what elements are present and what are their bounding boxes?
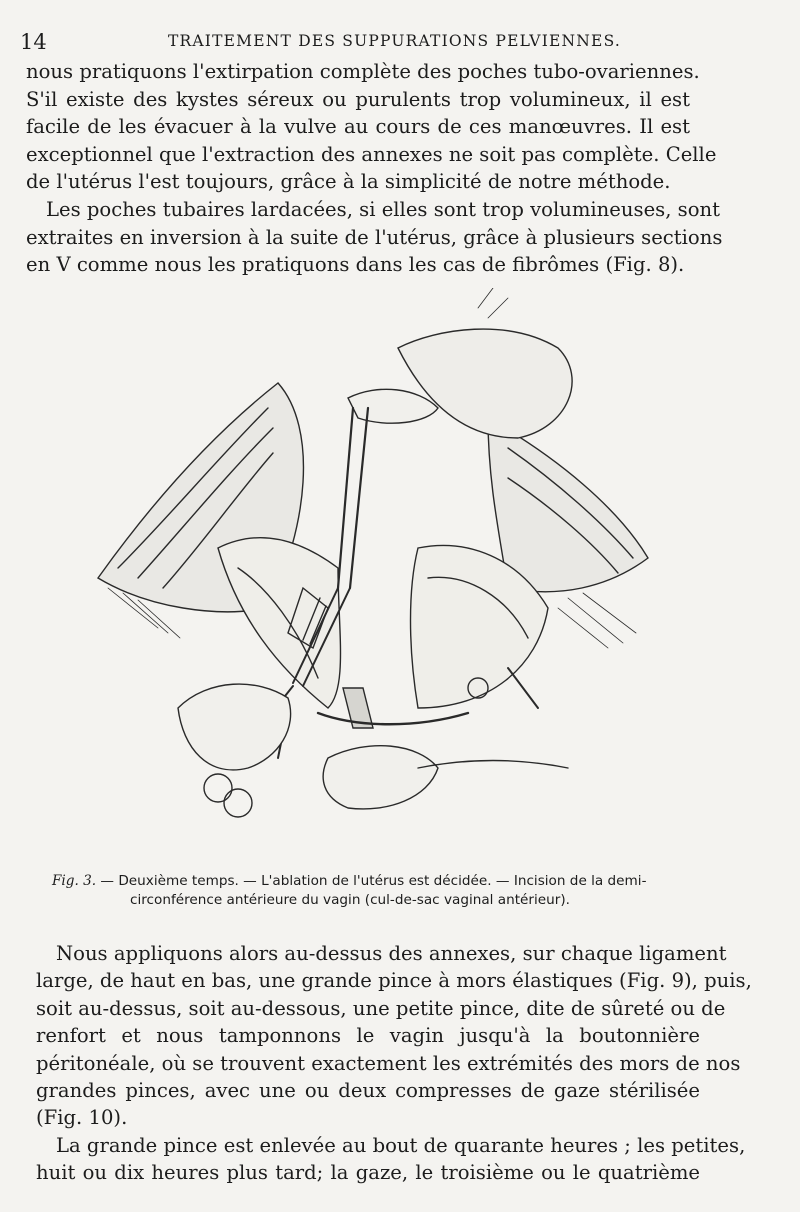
text-line: Nous appliquons alors au-dessus des annexes, sur chaque ligament — [56, 942, 727, 965]
text-line: facile de les évacuer à la vulve au cours de ces manœuvres. Il est — [26, 115, 690, 139]
text-line: huit ou dix heures plus tard; la gaze, le troisième ou le quatrième — [36, 1161, 700, 1185]
text-line: grandes pinces, avec une ou deux compresses de gaze stérilisée — [36, 1079, 700, 1103]
caption-text: — Deuxième temps. — L'ablation de l'utérus est décidée. — Incision de la demi- — [96, 873, 647, 889]
paragraph-3 — [36, 940, 752, 1132]
text-line: extraites en inversion à la suite de l'utérus, grâce à plusieurs sections — [26, 225, 723, 249]
text-line: large, de haut en bas, une grande pince à mors élastiques (Fig. 9), puis, — [36, 969, 752, 993]
text-line: La grande pince est enlevée au bout de quarante heures ; les petites, — [56, 1134, 746, 1157]
text-line: renfort et nous tamponnons le vagin jusqu'à la boutonnière — [36, 1024, 700, 1048]
figure-caption — [52, 872, 712, 910]
caption-text: circonférence antérieure du vagin (cul-de-sac vaginal antérieur). — [130, 892, 570, 908]
text-line: nous pratiquons l'extirpation complète des poches tubo-ovariennes. — [26, 60, 700, 83]
page-header — [20, 30, 760, 56]
text-line: soit au-dessus, soit au-dessous, une petite pince, dite de sûreté ou de — [36, 996, 726, 1020]
text-line: S'il existe des kystes séreux ou purulents trop volumineux, il est — [26, 87, 690, 111]
text-line: péritonéale, où se trouvent exactement les extrémités des mors de nos — [36, 1051, 741, 1075]
page-number: 14 — [20, 30, 47, 54]
text-line: en V comme nous les pratiquons dans les cas de fibrômes (Fig. 8). — [26, 253, 685, 277]
paragraph-1 — [26, 58, 717, 196]
text-line: Les poches tubaires lardacées, si elles sont trop volumineuses, sont — [46, 198, 721, 221]
paragraph-4 — [36, 1132, 746, 1187]
text-line: de l'utérus l'est toujours, grâce à la simplicité de notre méthode. — [26, 170, 671, 194]
text-line: (Fig. 10). — [36, 1106, 128, 1130]
surgical-illustration — [88, 288, 658, 860]
figure-label: Fig. 3. — [52, 873, 97, 889]
paragraph-2 — [26, 196, 723, 279]
running-title: TRAITEMENT DES SUPPURATIONS PELVIENNES. — [168, 32, 621, 50]
text-line: exceptionnel que l'extraction des annexes ne soit pas complète. Celle — [26, 142, 717, 166]
